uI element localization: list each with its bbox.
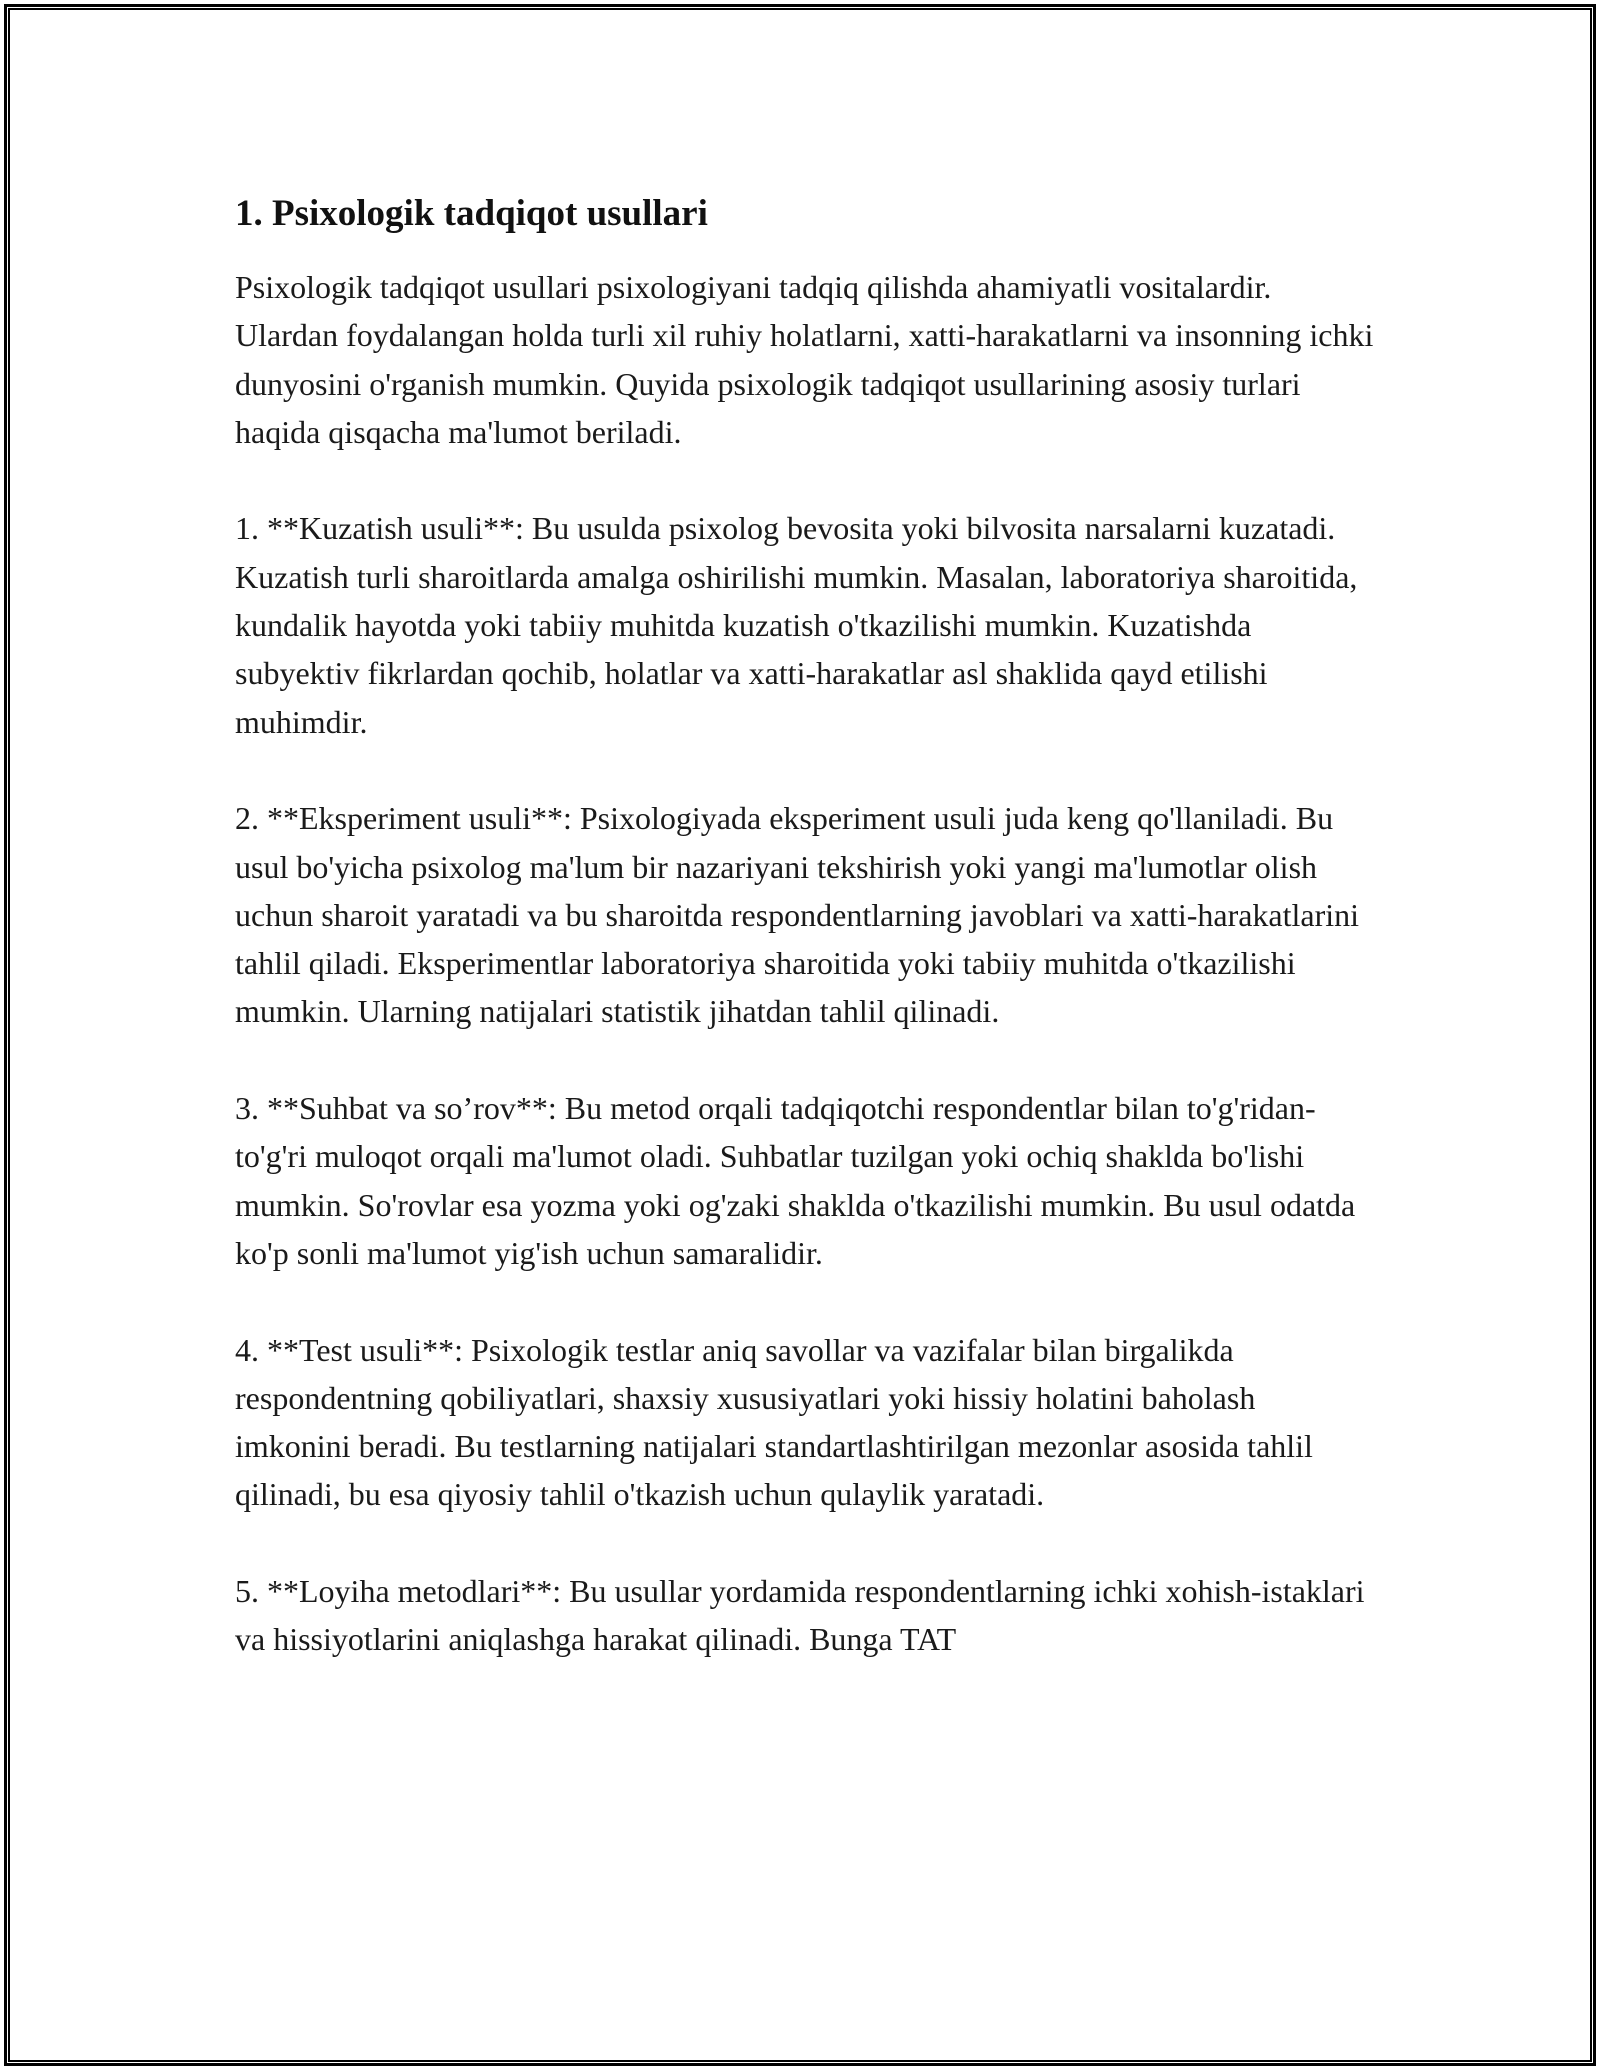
section-heading: 1. Psixologik tadqiqot usullari xyxy=(235,193,708,234)
method-paragraph-observation: 1. **Kuzatish usuli**: Bu usulda psixolog bevosita yoki bilvosita narsalarni kuzatadi. Kuzatish turli sharoitlarda amalga oshirilishi mumkin. Masalan, laboratoriya sharoitida, kundalik hayotda yoki tabiiy muhitda kuzatish o'tkazilishi mumkin. Kuzatishda subyektiv fikrlardan qochib, holatlar va xatti-harakatlar asl shaklida qayd etilishi muhimdir. xyxy=(235,510,1358,740)
document-body xyxy=(235,190,1375,1664)
method-paragraph-projective: 5. **Loyiha metodlari**: Bu usullar yordamida respondentlarning ichki xohish-istaklari va hissiyotlarini aniqlashga harakat qilinadi. Bunga TAT xyxy=(235,1573,1365,1658)
method-paragraph-experiment: 2. **Eksperiment usuli**: Psixologiyada eksperiment usuli juda keng qo'llaniladi. Bu usul bo'yicha psixolog ma'lum bir nazariyani tekshirish yoki yangi ma'lumotlar olish uchun sharoit yaratadi va bu sharoitda respondentlarning javoblari va xatti-harakatlarini tahlil qiladi. Eksperimentlar laboratoriya sharoitida yoki tabiiy muhitda o'tkazilishi mumkin. Ularning natijalari statistik jihatdan tahlil qilinadi. xyxy=(235,800,1360,1030)
method-paragraph-interview: 3. **Suhbat va so’rov**: Bu metod orqali tadqiqotchi respondentlar bilan to'g'ridan-to'g'ri muloqot orqali ma'lumot oladi. Suhbatlar tuzilgan yoki ochiq shaklda bo'lishi mumkin. So'rovlar esa yozma yoki og'zaki shaklda o'tkazilishi mumkin. Bu usul odatda ko'p sonli ma'lumot yig'ish uchun samaralidir. xyxy=(235,1090,1356,1271)
intro-paragraph: Psixologik tadqiqot usullari psixologiyani tadqiq qilishda ahamiyatli vositalardir. Ulardan foydalangan holda turli xil ruhiy holatlarni, xatti-harakatlarni va insonning ichki dunyosini o'rganish mumkin. Quyida psixologik tadqiqot usullarining asosiy turlari haqida qisqacha ma'lumot beriladi. xyxy=(235,269,1374,450)
method-paragraph-test: 4. **Test usuli**: Psixologik testlar aniq savollar va vazifalar bilan birgalikda respondentning qobiliyatlari, shaxsiy xususiyatlari yoki hissiy holatini baholash imkonini beradi. Bu testlarning natijalari standartlashtirilgan mezonlar asosida tahlil qilinadi, bu esa qiyosiy tahlil o'tkazish uchun qulaylik yaratadi. xyxy=(235,1331,1313,1513)
